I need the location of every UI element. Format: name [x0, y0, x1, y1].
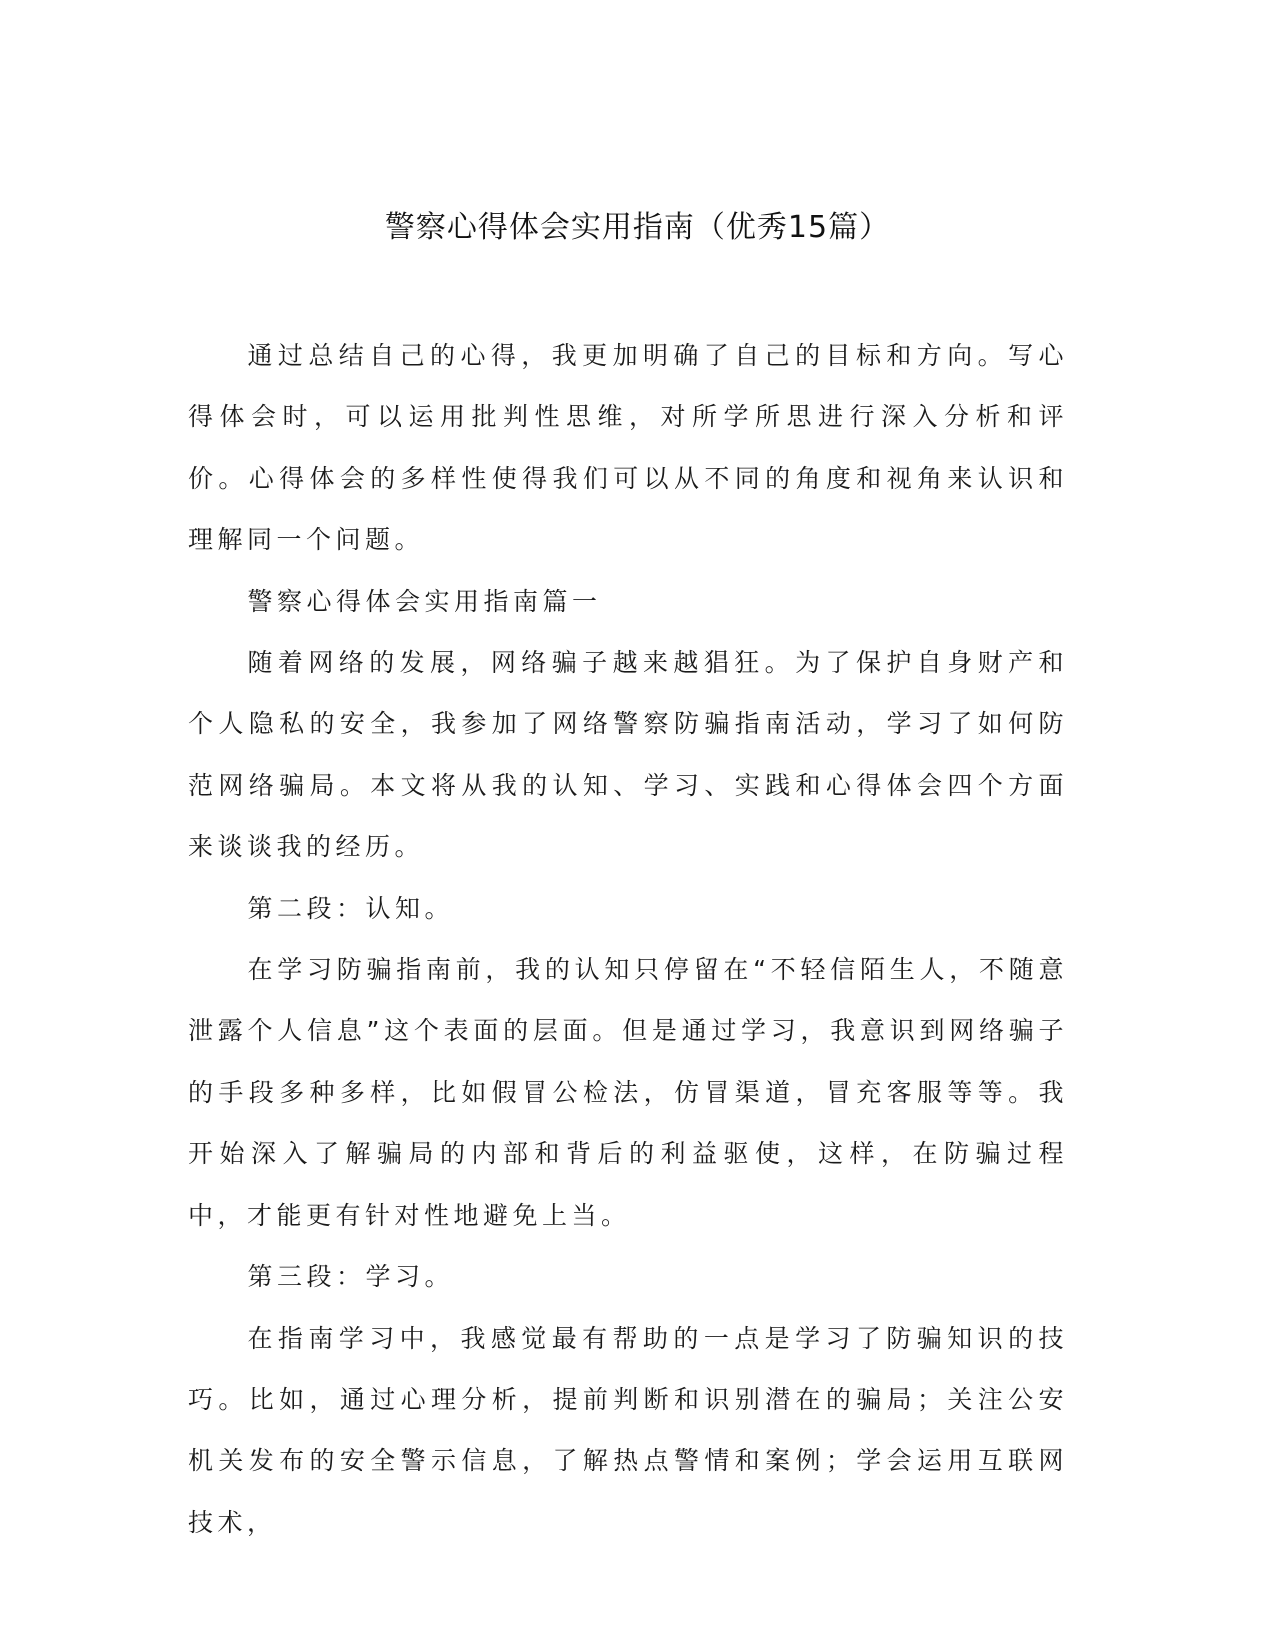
body-paragraph: 在学习防骗指南前，我的认知只停留在“不轻信陌生人，不随意泄露个人信息”这个表面的层面。但是通过学习，我意识到网络骗子的手段多种多样，比如假冒公检法，仿冒渠道，冒充客服等等。我开始深入了解骗局的内部和背后的利益驱使，这样，在防骗过程中，才能更有针对性地避免上当。 — [188, 955, 1068, 1230]
section-heading-learning: 第三段：学习。 — [247, 1262, 455, 1292]
section-heading-cognition: 第二段：认知。 — [247, 893, 455, 923]
body-paragraph: 随着网络的发展，网络骗子越来越猖狂。为了保护自身财产和个人隐私的安全，我参加了网络警察防骗指南活动，学习了如何防范网络骗局。本文将从我的认知、学习、实践和心得体会四个方面来谈谈我的经历。 — [188, 648, 1068, 862]
document-body — [188, 325, 1068, 1553]
document-title: 警察心得体会实用指南（优秀15篇） — [384, 210, 891, 245]
body-paragraph: 在指南学习中，我感觉最有帮助的一点是学习了防骗知识的技巧。比如，通过心理分析，提前判断和识别潜在的骗局；关注公安机关发布的安全警示信息，了解热点警情和案例；学会运用互联网技术， — [188, 1323, 1068, 1537]
section-heading-part-one: 警察心得体会实用指南篇一 — [247, 586, 602, 616]
intro-paragraph: 通过总结自己的心得，我更加明确了自己的目标和方向。写心得体会时，可以运用批判性思维，对所学所思进行深入分析和评价。心得体会的多样性使得我们可以从不同的角度和视角来认识和理解同一个问题。 — [188, 341, 1068, 555]
